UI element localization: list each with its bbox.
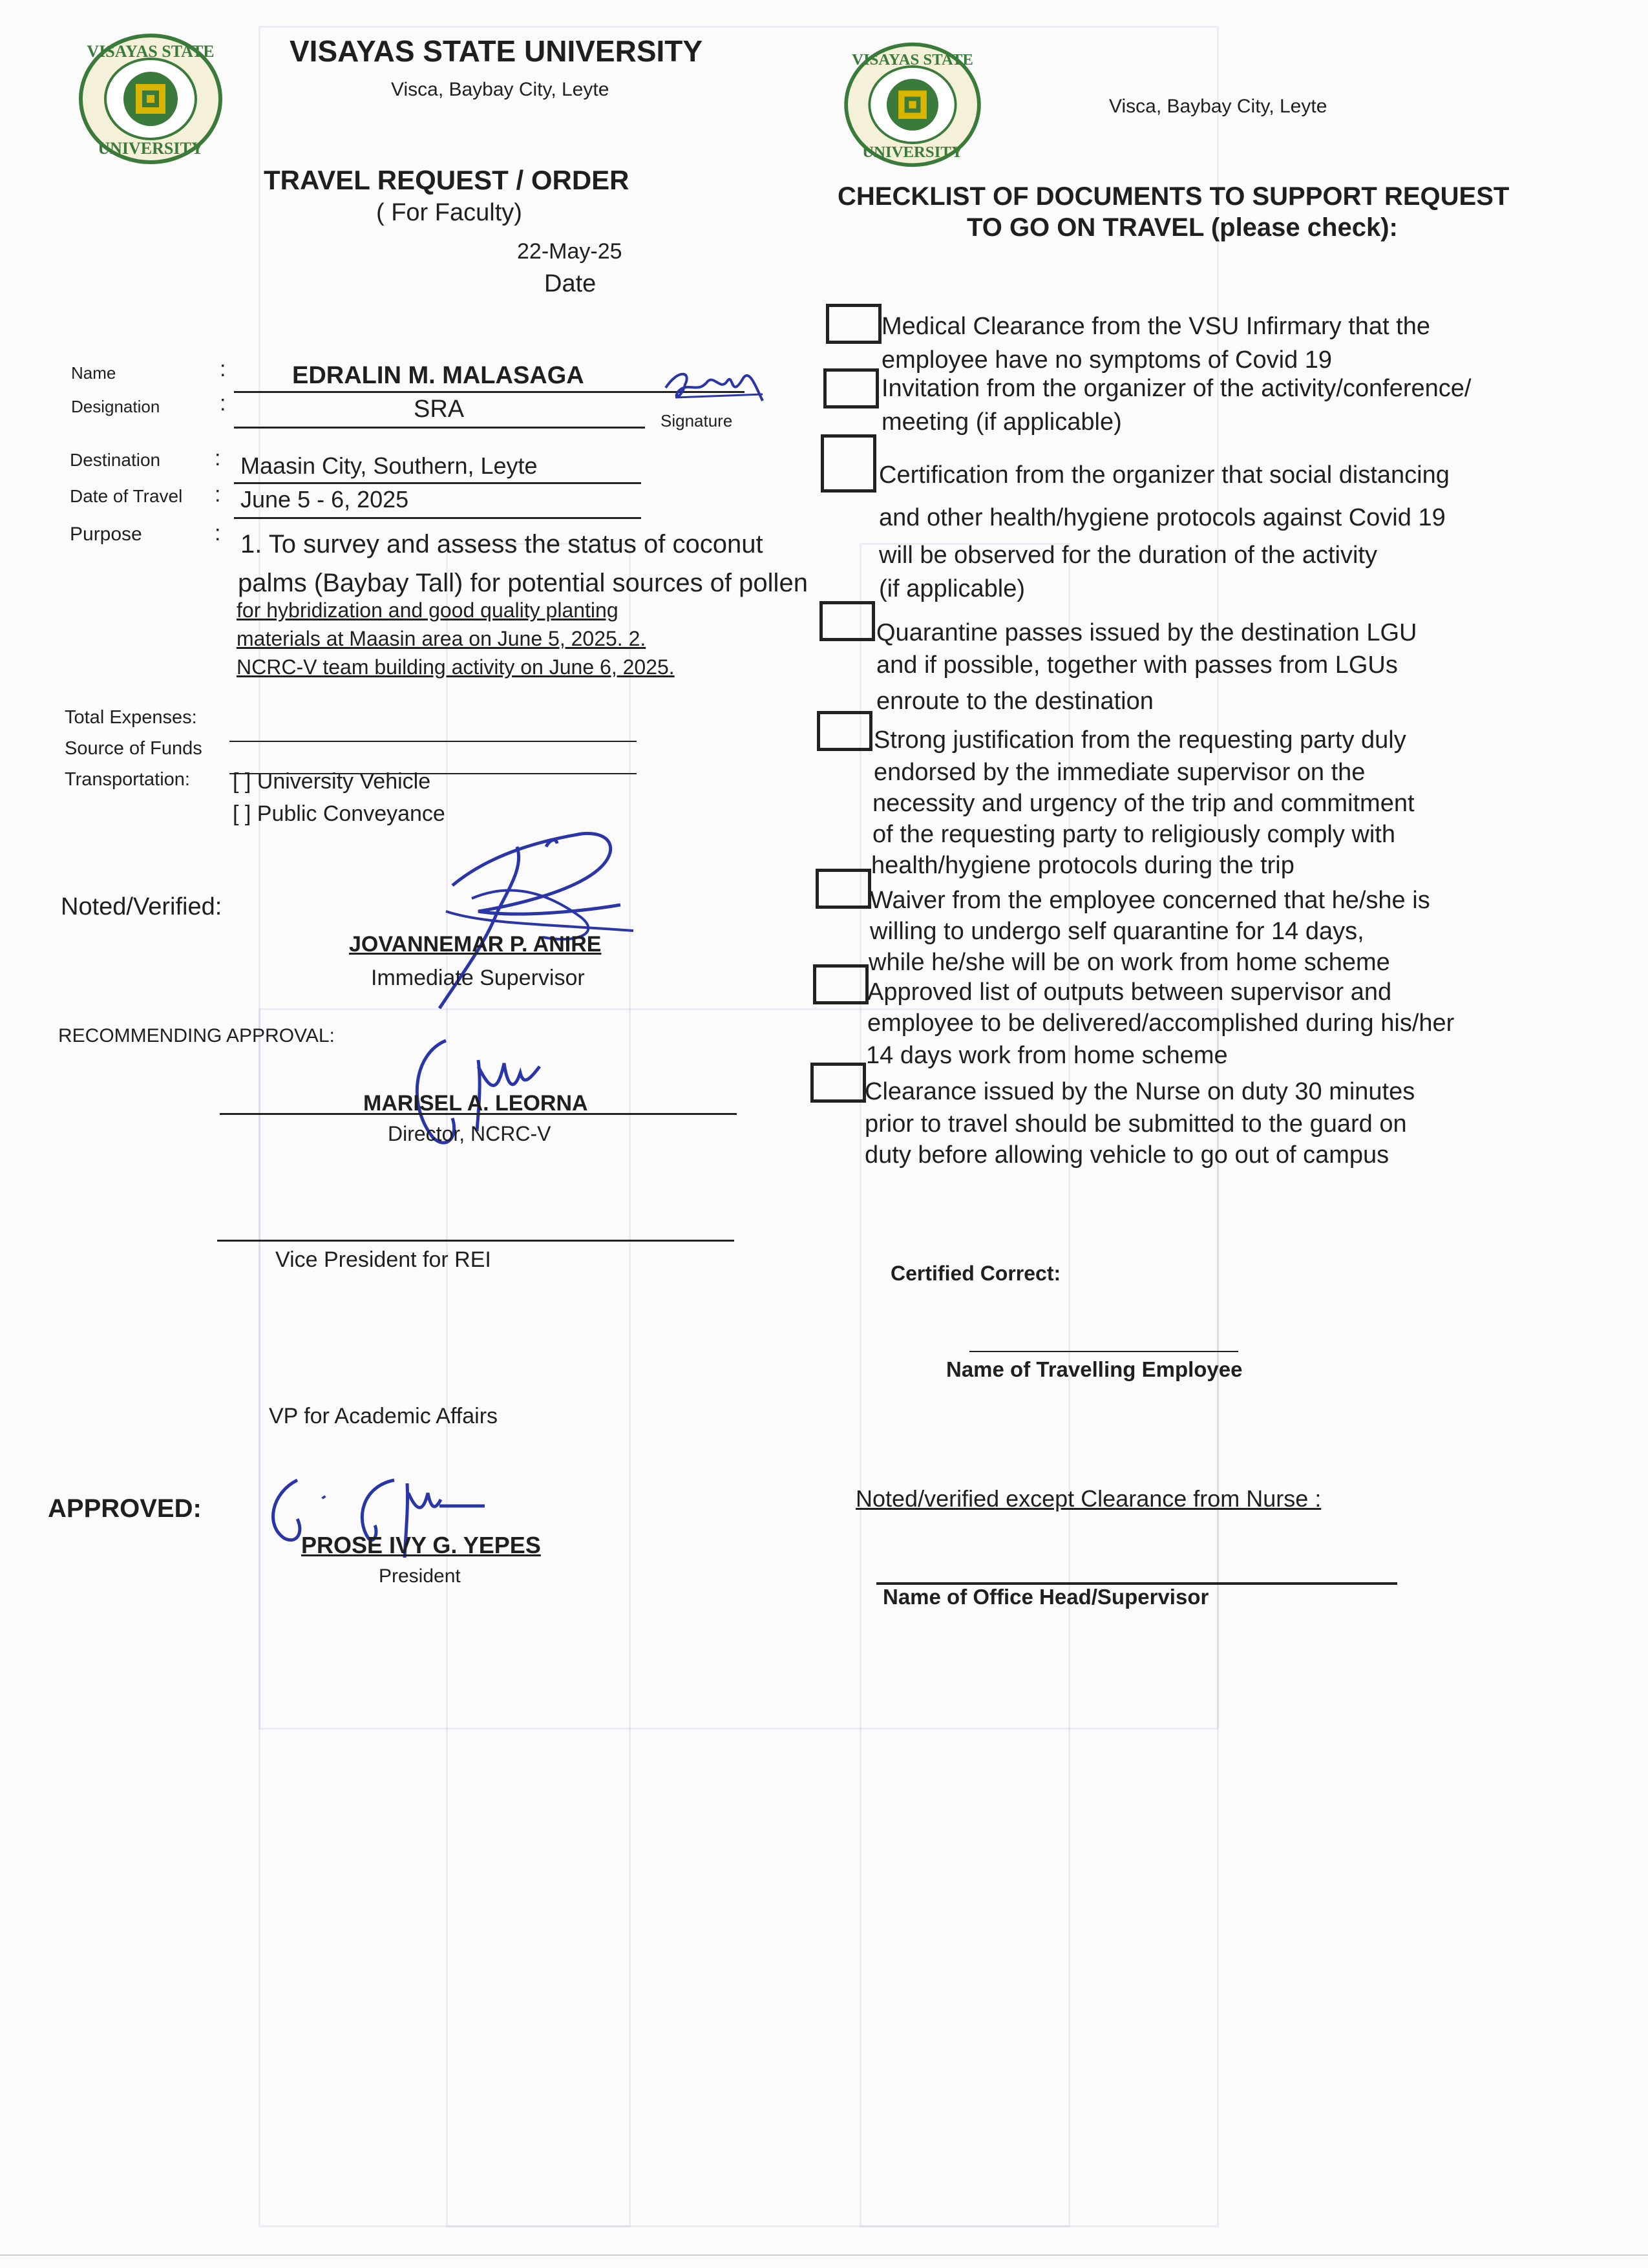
colon: : — [215, 521, 221, 546]
transport-option-university-vehicle[interactable]: [ ] University Vehicle — [233, 769, 431, 794]
name-value: EDRALIN M. MALASAGA — [292, 362, 584, 389]
checklist-item-invitation-line-2: meeting (if applicable) — [882, 408, 1122, 436]
checklist-item-waiver-line-1: Waiver from the employee concerned that he/she is — [870, 887, 1430, 914]
purpose-line-5: NCRC-V team building activity on June 6, 2025. — [237, 655, 675, 679]
request-date: 22-May-25 — [517, 239, 622, 264]
university-address-left: Visca, Baybay City, Leyte — [391, 79, 609, 100]
seal-text-bottom: UNIVERSITY — [98, 139, 204, 158]
checklist-title-line-1: CHECKLIST OF DOCUMENTS TO SUPPORT REQUEST — [838, 182, 1510, 211]
checkbox-certification[interactable] — [821, 434, 876, 493]
seal-text-top: VISAYAS STATE — [852, 51, 973, 69]
checklist-item-outputs-line-2: employee to be delivered/accomplished during his/her — [867, 1010, 1455, 1037]
travelling-employee-label: Name of Travelling Employee — [946, 1357, 1243, 1381]
destination-line — [234, 482, 641, 484]
signature-label: Signature — [660, 411, 733, 430]
vp-rei-title: Vice President for REI — [275, 1247, 491, 1272]
form-title: TRAVEL REQUEST / ORDER — [264, 165, 629, 195]
university-seal-right — [841, 40, 984, 169]
noted-except-nurse-label: Noted/verified except Clearance from Nurse : — [856, 1485, 1322, 1512]
director-name: MARISEL A. LEORNA — [363, 1091, 588, 1116]
president-title: President — [379, 1565, 461, 1587]
destination-label: Destination — [70, 450, 161, 470]
source-of-funds-label: Source of Funds — [65, 738, 202, 759]
checklist-item-medical-clearance-line-1: Medical Clearance from the VSU Infirmary that the — [882, 313, 1431, 340]
vp-aa-title: VP for Academic Affairs — [269, 1404, 498, 1428]
checklist-item-waiver-line-3: while he/she will be on work from home scheme — [869, 949, 1390, 976]
university-name: VISAYAS STATE UNIVERSITY — [290, 34, 703, 68]
checklist-item-certification-line-1: Certification from the organizer that social distancing — [879, 461, 1450, 489]
travelling-employee-line — [969, 1351, 1238, 1352]
checkbox-invitation[interactable] — [823, 368, 879, 408]
checklist-item-nurse-line-2: prior to travel should be submitted to the guard on — [865, 1110, 1407, 1138]
checklist-item-justification-line-2: endorsed by the immediate supervisor on the — [874, 759, 1366, 786]
page-bottom-edge — [0, 2254, 1648, 2256]
transportation-label: Transportation: — [65, 769, 190, 790]
supervisor-title: Immediate Supervisor — [371, 966, 585, 990]
approved-label: APPROVED: — [48, 1494, 202, 1523]
checkbox-strong-justification[interactable] — [817, 711, 872, 751]
total-expenses-line — [229, 741, 637, 742]
colon: : — [220, 357, 226, 381]
checklist-item-invitation-line-1: Invitation from the organizer of the activity/conference/ — [882, 375, 1472, 402]
checkbox-waiver[interactable] — [816, 869, 871, 909]
noted-verified-label: Noted/Verified: — [61, 893, 222, 920]
purpose-line-3: for hybridization and good quality planting — [237, 599, 618, 622]
checklist-title-line-2: TO GO ON TRAVEL (please check): — [967, 213, 1398, 242]
checklist-item-certification-line-3: will be observed for the duration of the activity — [879, 542, 1377, 569]
checklist-item-quarantine-line-3: enroute to the destination — [876, 688, 1154, 715]
date-of-travel-line — [234, 517, 641, 519]
checklist-item-outputs-line-3: 14 days work from home scheme — [866, 1042, 1228, 1069]
supervisor-name: JOVANNEMAR P. ANIRE — [349, 932, 602, 957]
purpose-line-2: palms (Baybay Tall) for potential sources of pollen — [238, 569, 808, 597]
seal-text-top: VISAYAS STATE — [87, 42, 215, 61]
checklist-item-waiver-line-2: willing to undergo self quarantine for 14 days, — [870, 918, 1364, 945]
designation-label: Designation — [71, 397, 160, 416]
checkbox-approved-outputs[interactable] — [813, 964, 869, 1004]
destination-value: Maasin City, Southern, Leyte — [240, 452, 538, 479]
checklist-item-quarantine-line-2: and if possible, together with passes from LGUs — [876, 652, 1398, 679]
checkbox-nurse-clearance[interactable] — [810, 1063, 866, 1103]
date-of-travel-label: Date of Travel — [70, 486, 183, 506]
colon: : — [215, 446, 221, 471]
transport-option-public-conveyance[interactable]: [ ] Public Conveyance — [233, 801, 445, 826]
checklist-item-medical-clearance-line-2: employee have no symptoms of Covid 19 — [882, 346, 1333, 374]
name-label: Name — [71, 363, 116, 383]
total-expenses-label: Total Expenses: — [65, 707, 197, 728]
university-seal-left — [76, 31, 225, 167]
purpose-line-1: 1. To survey and assess the status of coconut — [240, 530, 763, 558]
checklist-item-certification-line-4: (if applicable) — [879, 575, 1025, 602]
date-label: Date — [544, 270, 597, 297]
name-line — [234, 391, 745, 393]
president-name: PROSE IVY G. YEPES — [301, 1532, 541, 1558]
checklist-item-outputs-line-1: Approved list of outputs between supervisor and — [867, 979, 1392, 1006]
colon: : — [220, 391, 226, 416]
form-subtitle: ( For Faculty) — [376, 199, 522, 226]
vp-rei-line — [217, 1240, 734, 1242]
date-of-travel-value: June 5 - 6, 2025 — [240, 486, 409, 513]
checklist-item-justification-line-3: necessity and urgency of the trip and commitment — [872, 790, 1415, 817]
checklist-item-justification-line-4: of the requesting party to religiously comply with — [872, 821, 1395, 848]
checklist-item-quarantine-line-1: Quarantine passes issued by the destination LGU — [876, 619, 1417, 646]
recommending-approval-label: RECOMMENDING APPROVAL: — [58, 1025, 335, 1046]
certified-correct-label: Certified Correct: — [891, 1262, 1061, 1285]
checklist-item-nurse-line-1: Clearance issued by the Nurse on duty 30 minutes — [865, 1078, 1415, 1105]
purpose-label: Purpose — [70, 524, 142, 545]
checkbox-medical-clearance[interactable] — [826, 304, 882, 344]
checklist-item-nurse-line-3: duty before allowing vehicle to go out of campus — [865, 1141, 1389, 1169]
checklist-item-justification-line-1: Strong justification from the requesting party duly — [874, 726, 1406, 754]
purpose-line-4: materials at Maasin area on June 5, 2025. 2. — [237, 627, 646, 650]
checklist-item-certification-line-2: and other health/hygiene protocols against Covid 19 — [879, 504, 1446, 531]
checkbox-quarantine-passes[interactable] — [819, 601, 875, 641]
designation-line — [234, 427, 645, 429]
university-address-right: Visca, Baybay City, Leyte — [1109, 96, 1327, 117]
designation-value: SRA — [414, 396, 465, 423]
checklist-item-justification-line-5: health/hygiene protocols during the trip — [871, 852, 1294, 879]
office-head-label: Name of Office Head/Supervisor — [883, 1585, 1209, 1609]
director-title: Director, NCRC-V — [388, 1122, 551, 1145]
seal-text-bottom: UNIVERSITY — [862, 143, 963, 161]
colon: : — [215, 482, 221, 507]
